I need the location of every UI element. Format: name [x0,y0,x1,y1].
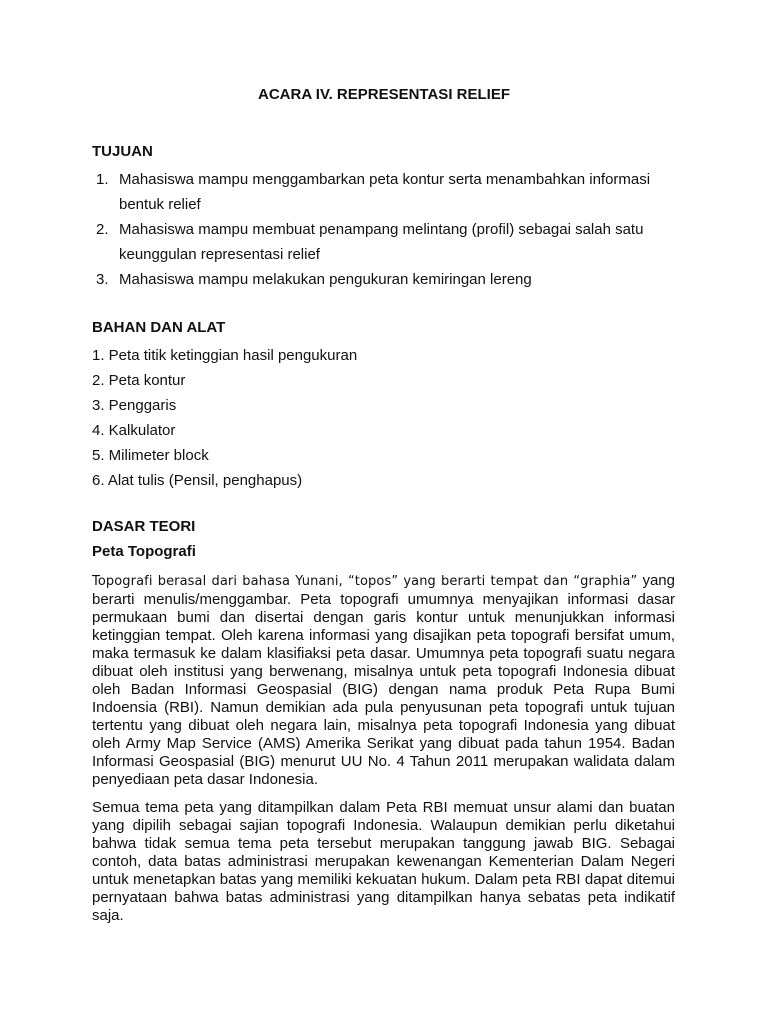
list-item-text: Mahasiswa mampu membuat penampang melintang (profil) sebagai salah satu keunggulan representasi relief [119,221,644,263]
list-item: 1. Peta titik ketinggian hasil pengukuran [92,347,358,364]
list-item-number: 2. [96,221,109,238]
peta-topografi-subheading: Peta Topografi [92,543,196,560]
list-item [92,267,682,292]
tujuan-heading: TUJUAN [92,143,153,160]
tujuan-list [92,167,682,292]
list-item-text: Mahasiswa mampu menggambarkan peta kontur serta menambahkan informasi bentuk relief [119,171,651,213]
document-title: ACARA IV. REPRESENTASI RELIEF [258,86,510,103]
bahan-alat-list [92,343,682,493]
list-item [92,217,682,267]
list-item-text: Mahasiswa mampu melakukan pengukuran kemiringan lereng [119,271,532,288]
list-item-number: 1. [96,171,109,188]
paragraph-body: yang berarti menulis/menggambar. Peta topografi umumnya menyajikan informasi dasar permukaan bumi dan disertai dengan garis kontur untuk menunjukkan informasi ketinggian tempat. Oleh karena informasi yang disajikan peta topografi bersifat umum, maka termasuk ke dalam klasifiaksi peta dasar. Umumnya peta topografi suatu negara dibuat oleh institusi yang berwenang, misalnya untuk peta topografi Indonesia dibuat oleh Badan Informasi Geospasial (BIG) dengan nama produk Peta Rupa Bumi Indoensia (RBI). Namun demikian ada pula penyusunan peta topografi untuk tujuan tertentu yang dibuat oleh negara lain, misalnya peta topografi Indonesia yang dibuat oleh Army Map Service (AMS) Amerika Serikat yang dibuat pada tahun 1954. Badan Informasi Geospasial (BIG) menurut UU No. 4 Tahun 2011 merupakan walidata dalam penyediaan peta dasar Indonesia. [92,572,675,788]
list-item: 6. Alat tulis (Pensil, penghapus) [92,472,303,489]
dasar-teori-heading: DASAR TEORI [92,518,196,535]
list-item: 5. Milimeter block [92,447,209,464]
list-item: 2. Peta kontur [92,372,186,389]
list-item: 4. Kalkulator [92,422,176,439]
paragraph-rbi: Semua tema peta yang ditampilkan dalam Peta RBI memuat unsur alami dan buatan yang dipilih sebagai sajian topografi Indonesia. Walaupun demikian perlu diketahui bahwa tidak semua tema peta tersebut merupakan tanggung jawab BIG. Sebagai contoh, data batas administrasi merupakan kewenangan Kementerian Dalam Negeri untuk menetapkan batas yang memiliki kekuatan hukum. Dalam peta RBI dapat ditemui pernyataan bahwa batas administrasi yang ditampilkan hanya sebatas peta indikatif saja. [92,799,675,924]
paragraph-topografi [92,572,675,789]
list-item: 3. Penggaris [92,397,177,414]
paragraph-lead: Topografi berasal dari bahasa Yunani, “topos” yang berarti tempat dan “graphia” [92,574,638,589]
list-item-number: 3. [96,271,109,288]
list-item [92,167,682,217]
bahan-alat-heading: BAHAN DAN ALAT [92,319,226,336]
